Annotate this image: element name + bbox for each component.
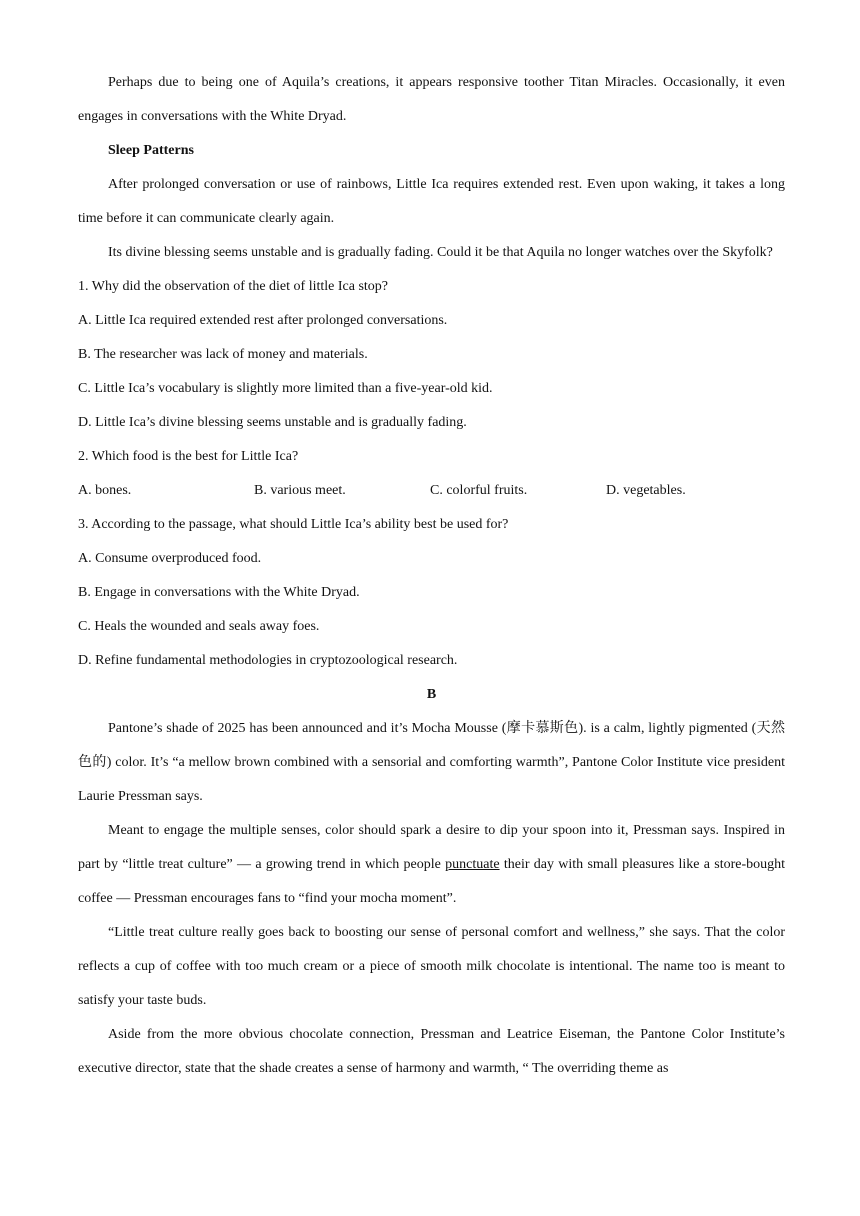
question-stem: 3. According to the passage, what should Little Ica’s ability best be used for? — [78, 517, 509, 532]
paragraph-text-before: Meant to engage the multiple senses, color should spark a desire to dip your spoon into it, Pressman says. Inspired in part by “little treat culture” — a growing trend in which people — [78, 823, 785, 872]
option-a: A. Consume overproduced food. — [78, 551, 262, 566]
section-heading-b: B — [426, 687, 437, 702]
option-a: A. Little Ica required extended rest after prolonged conversations. — [78, 313, 448, 328]
question-1 — [78, 270, 785, 440]
question-3 — [78, 508, 785, 678]
paragraph-text-after: their day with small pleasures like a store-bought coffee — Pressman encourages fans to “find your mocha moment”. — [78, 857, 786, 906]
option-a: A. bones. — [78, 483, 132, 498]
option-d: D. Refine fundamental methodologies in cryptozoological research. — [78, 653, 458, 668]
passage-b-paragraph-3: “Little treat culture really goes back to boosting our sense of personal comfort and wellness,” she says. That the color reflects a cup of coffee with too much cream or a piece of smooth milk chocolate is intentional. The name too is meant to satisfy your taste buds. — [78, 925, 785, 1008]
options-row — [78, 474, 785, 508]
option-c: C. colorful fruits. — [430, 483, 528, 498]
question-2 — [78, 440, 785, 508]
underlined-word-punctuate: punctuate — [445, 857, 500, 872]
passage-b-paragraph-4: Aside from the more obvious chocolate connection, Pressman and Leatrice Eiseman, the Pantone Color Institute’s executive director, state that the shade creates a sense of harmony and warmth, “ The overriding theme as — [78, 1027, 785, 1076]
option-b: B. The researcher was lack of money and materials. — [78, 347, 368, 362]
passage-a-paragraph-2: After prolonged conversation or use of rainbows, Little Ica requires extended rest. Even upon waking, it takes a long time before it can communicate clearly again. — [78, 177, 785, 226]
option-b: B. Engage in conversations with the White Dryad. — [78, 585, 360, 600]
passage-a-paragraph-3: Its divine blessing seems unstable and is gradually fading. Could it be that Aquila no longer watches over the Skyfolk? — [108, 245, 773, 260]
passage-b-paragraph-1: Pantone’s shade of 2025 has been announced and it’s Mocha Mousse (摩卡慕斯色). is a calm, lightly pigmented (天然色的) color. It’s “a mellow brown combined with a sensorial and comforting warmth”, Pantone Color Institute vice president Laurie Pressman says. — [78, 721, 785, 804]
option-c: C. Heals the wounded and seals away foes. — [78, 619, 320, 634]
question-stem: 1. Why did the observation of the diet of little Ica stop? — [78, 279, 388, 294]
passage-a-paragraph-1: Perhaps due to being one of Aquila’s creations, it appears responsive toother Titan Miracles. Occasionally, it even engages in conversations with the White Dryad. — [78, 75, 785, 124]
option-d: D. vegetables. — [606, 483, 686, 498]
document-page — [78, 66, 785, 1086]
option-d: D. Little Ica’s divine blessing seems unstable and is gradually fading. — [78, 415, 467, 430]
passage-b-paragraph-2 — [78, 814, 785, 916]
section-heading-sleep-patterns: Sleep Patterns — [108, 143, 194, 158]
option-c: C. Little Ica’s vocabulary is slightly more limited than a five-year-old kid. — [78, 381, 493, 396]
option-b: B. various meet. — [254, 483, 346, 498]
question-stem: 2. Which food is the best for Little Ica? — [78, 449, 299, 464]
